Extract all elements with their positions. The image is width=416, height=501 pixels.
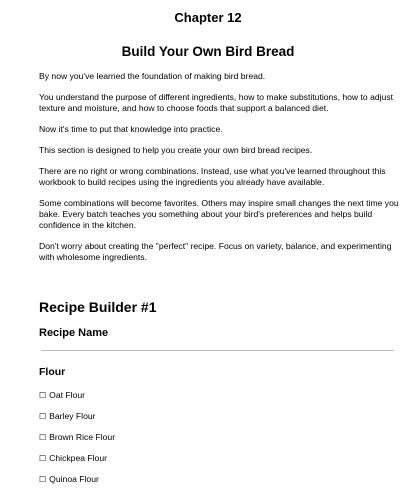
- checkbox-icon[interactable]: ☐: [39, 412, 47, 421]
- flour-option-label: Oat Flour: [49, 390, 85, 400]
- intro-paragraph: You understand the purpose of different ingredients, how to make substitutions, how to adjust texture and moisture, and how to choose foods that support a balanced diet.: [39, 92, 394, 113]
- intro-paragraph: Now it's time to put that knowledge into practice.: [39, 124, 223, 134]
- recipe-name-line: [41, 350, 394, 351]
- flour-heading: Flour: [39, 366, 66, 378]
- intro-paragraph: Some combinations will become favorites. Others may inspire small changes the next time you bake. Every batch teaches you something about your bird's preferences and helps build confidence in the kitchen.: [39, 198, 399, 230]
- recipe-builder-heading: Recipe Builder #1: [39, 299, 157, 315]
- intro-paragraph: By now you've learned the foundation of making bird bread.: [39, 71, 266, 81]
- flour-option-label: Brown Rice Flour: [49, 432, 116, 442]
- flour-option-label: Chickpea Flour: [49, 453, 107, 463]
- flour-option-label: Barley Flour: [49, 411, 96, 421]
- flour-option[interactable]: [39, 473, 115, 494]
- intro-text: [39, 71, 399, 273]
- flour-option[interactable]: [39, 389, 115, 410]
- chapter-heading: Chapter 12: [174, 10, 242, 25]
- page-title: Build Your Own Bird Bread: [121, 44, 295, 59]
- flour-option-label: Quinoa Flour: [49, 474, 99, 484]
- flour-option[interactable]: [39, 410, 115, 431]
- checkbox-icon[interactable]: ☐: [39, 475, 47, 484]
- flour-options-list: [39, 389, 115, 494]
- intro-paragraph: Don't worry about creating the "perfect" recipe. Focus on variety, balance, and experimenting with wholesome ingredients.: [39, 241, 392, 262]
- checkbox-icon[interactable]: ☐: [39, 433, 47, 442]
- checkbox-icon[interactable]: ☐: [39, 391, 47, 400]
- flour-option[interactable]: [39, 431, 115, 452]
- intro-paragraph: There are no right or wrong combinations. Instead, use what you've learned throughout this workbook to build recipes using the ingredients you already have available.: [39, 166, 386, 187]
- checkbox-icon[interactable]: ☐: [39, 454, 47, 463]
- recipe-name-label: Recipe Name: [39, 327, 109, 339]
- flour-option[interactable]: [39, 452, 115, 473]
- intro-paragraph: This section is designed to help you create your own bird bread recipes.: [39, 145, 313, 155]
